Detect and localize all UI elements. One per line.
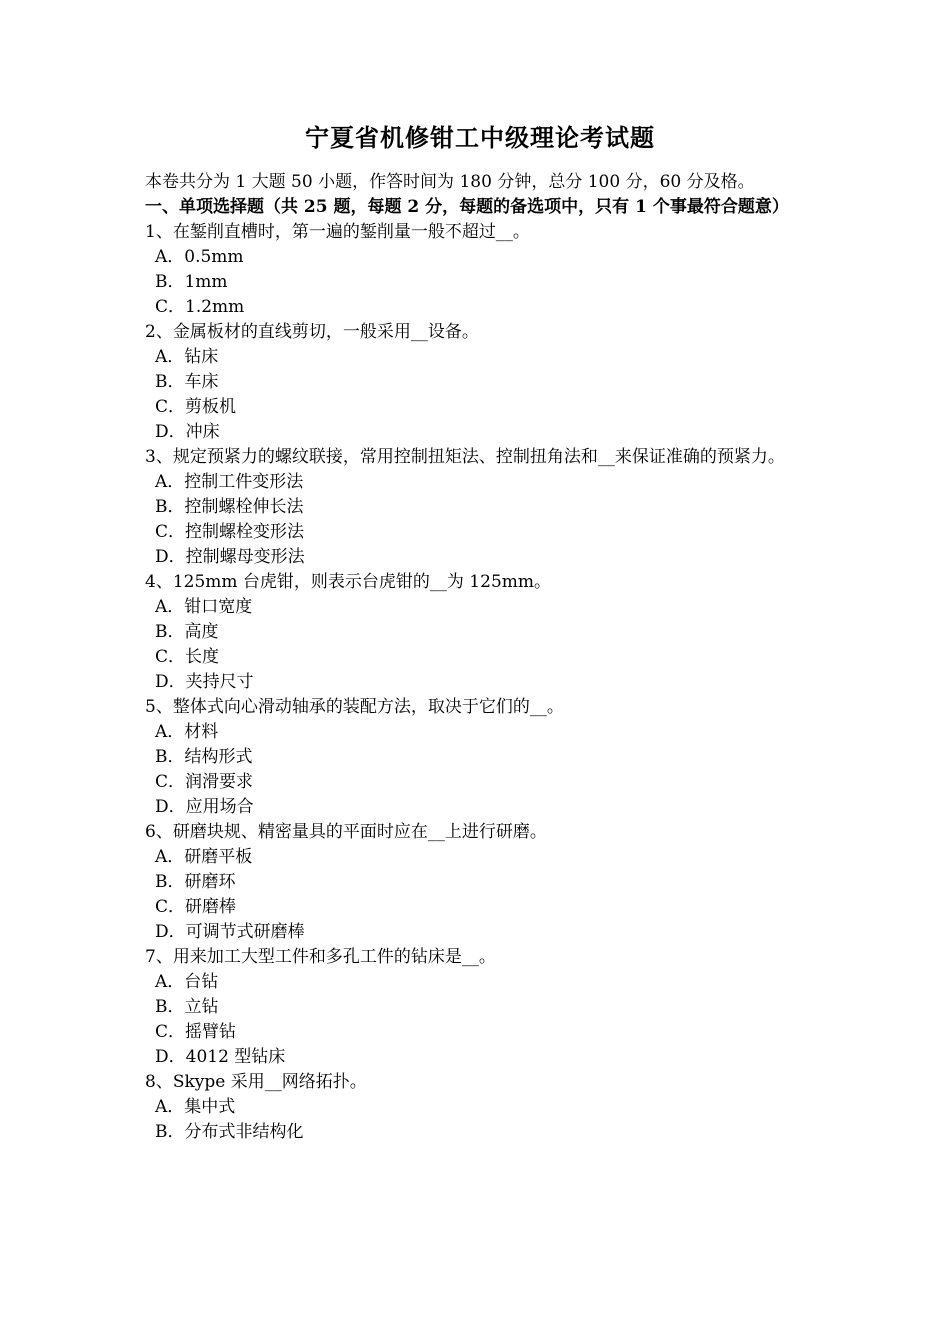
answer-option: A．材料 [155, 722, 219, 742]
answer-option: C．研磨棒 [155, 897, 237, 917]
question-stem: 6、研磨块规、精密量具的平面时应在__上进行研磨。 [145, 822, 547, 842]
answer-option: C．长度 [155, 647, 220, 667]
answer-option: C．剪板机 [155, 397, 237, 417]
answer-option: A．台钻 [155, 972, 219, 992]
answer-option: A．控制工件变形法 [155, 472, 304, 492]
question-stem: 5、整体式向心滑动轴承的装配方法，取决于它们的__。 [145, 697, 564, 717]
answer-option: B．研磨环 [155, 872, 236, 892]
question-7 [145, 945, 815, 1070]
answer-option: A．0.5mm [155, 247, 244, 267]
answer-option: B．结构形式 [155, 747, 253, 767]
answer-option: B．立钻 [155, 997, 219, 1017]
document-title: 宁夏省机修钳工中级理论考试题 [305, 123, 655, 152]
question-4 [145, 570, 815, 695]
answer-option: A．钻床 [155, 347, 219, 367]
question-1 [145, 220, 815, 320]
question-2 [145, 320, 815, 445]
answer-option: A．集中式 [155, 1097, 236, 1117]
question-stem: 7、用来加工大型工件和多孔工件的钻床是__。 [145, 947, 496, 967]
question-stem: 8、Skype 采用__网络拓扑。 [145, 1072, 367, 1092]
answer-option: C．摇臂钻 [155, 1022, 237, 1042]
answer-option: B．高度 [155, 622, 219, 642]
answer-option: D．控制螺母变形法 [155, 547, 305, 567]
question-stem: 4、125mm 台虎钳，则表示台虎钳的__为 125mm。 [145, 572, 551, 592]
answer-option: D．夹持尺寸 [155, 672, 254, 692]
question-6 [145, 820, 815, 945]
question-8 [145, 1070, 815, 1145]
document-page [145, 118, 815, 1145]
question-list [145, 220, 815, 1145]
question-stem: 3、规定预紧力的螺纹联接，常用控制扭矩法、控制扭角法和__来保证准确的预紧力。 [145, 447, 785, 467]
answer-option: A．钳口宽度 [155, 597, 253, 617]
answer-option: B．车床 [155, 372, 219, 392]
answer-option: D．可调节式研磨棒 [155, 922, 305, 942]
answer-option: C．1.2mm [155, 297, 245, 317]
question-3 [145, 445, 815, 570]
answer-option: C．控制螺栓变形法 [155, 522, 305, 542]
question-stem: 1、在錾削直槽时，第一遍的錾削量一般不超过__。 [145, 222, 530, 242]
section-heading: 一、单项选择题（共 25 题，每题 2 分，每题的备选项中，只有 1 个事最符合题意） [145, 197, 789, 217]
answer-option: A．研磨平板 [155, 847, 253, 867]
question-5 [145, 695, 815, 820]
answer-option: D．冲床 [155, 422, 220, 442]
answer-option: C．润滑要求 [155, 772, 254, 792]
answer-option: D．应用场合 [155, 797, 254, 817]
answer-option: D．4012 型钻床 [155, 1047, 286, 1067]
answer-option: B．控制螺栓伸长法 [155, 497, 304, 517]
exam-intro: 本卷共分为 1 大题 50 小题，作答时间为 180 分钟，总分 100 分，60 分及格。 [145, 172, 755, 192]
answer-option: B．1mm [155, 272, 228, 292]
answer-option: B．分布式非结构化 [155, 1122, 304, 1142]
question-stem: 2、金属板材的直线剪切，一般采用__设备。 [145, 322, 479, 342]
